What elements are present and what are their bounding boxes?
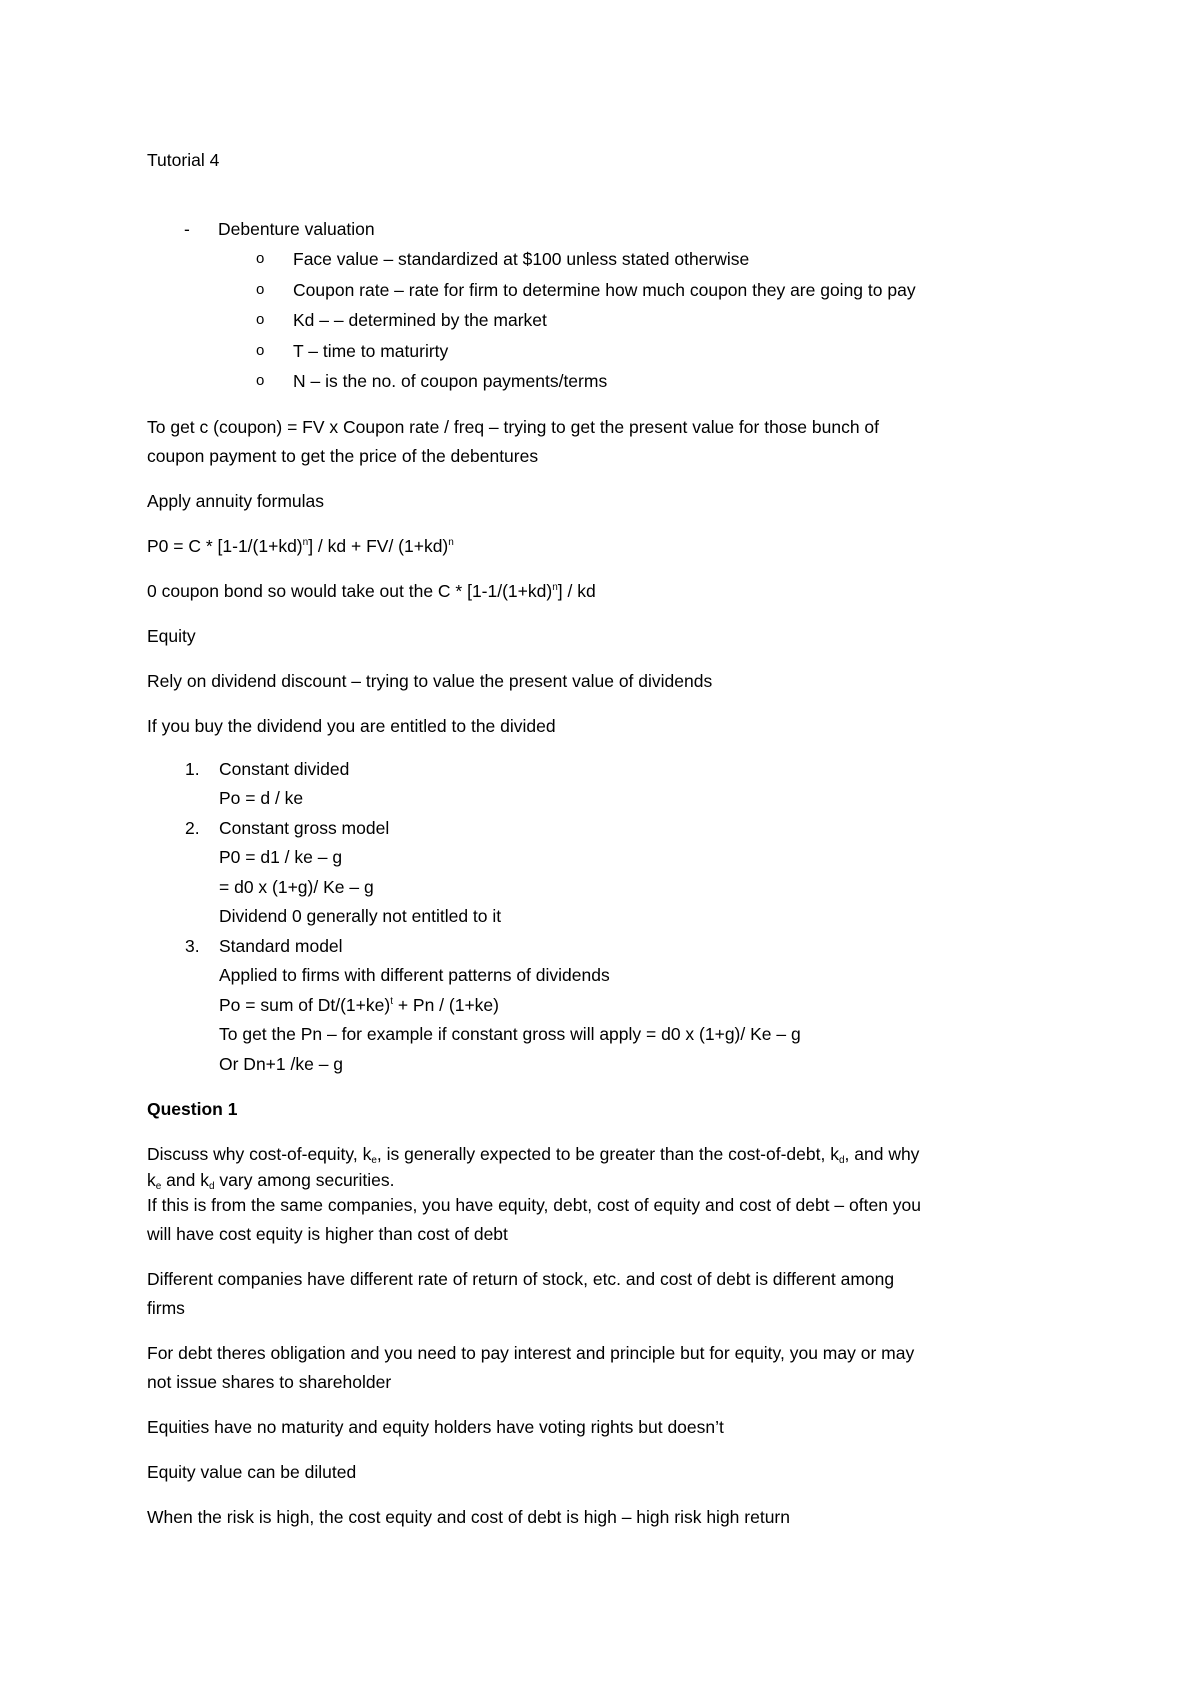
text-part: , is generally expected to be greater than the cost-of-debt, k	[376, 1144, 839, 1164]
formula-exponent: n	[552, 581, 558, 593]
paragraph-line: For debt theres obligation and you need to pay interest and principle but for equity, you may or may	[147, 1343, 915, 1363]
paragraph-line: will have cost equity is higher than cost of debt	[147, 1224, 508, 1244]
subscript: e	[371, 1155, 377, 1166]
list-number: 3.	[185, 935, 200, 956]
list-line: = d0 x (1+g)/ Ke – g	[219, 876, 374, 897]
list-line: Or Dn+1 /ke – g	[219, 1053, 344, 1074]
debenture-bullet-list	[147, 244, 1077, 397]
text-part: vary among securities.	[214, 1170, 395, 1190]
text-part: Discuss why cost-of-equity, k	[147, 1144, 372, 1164]
list-item	[147, 932, 1077, 1080]
dividend-model-list	[147, 755, 1077, 1080]
section-debenture-heading	[147, 215, 1077, 244]
formula-part: 0 coupon bond so would take out the C * [1-1/(1+kd)	[147, 580, 553, 601]
paragraph-line	[147, 1140, 1077, 1169]
formula-part: ] / kd	[557, 580, 596, 601]
answer-paragraph	[147, 1503, 1077, 1532]
list-item-text: Face value – standardized at $100 unless stated otherwise	[293, 249, 750, 269]
answer-paragraph	[147, 1413, 1077, 1442]
paragraph-line: Different companies have different rate of return of stock, etc. and cost of debt is different among	[147, 1269, 895, 1289]
list-item	[147, 814, 1077, 932]
paragraph-line: coupon payment to get the price of the debentures	[147, 445, 539, 466]
list-item	[147, 336, 1077, 367]
paragraph-line	[147, 1169, 1077, 1191]
dividend-discount-paragraph: Rely on dividend discount – trying to value the present value of dividends	[147, 670, 713, 691]
zero-coupon-formula	[147, 577, 1077, 606]
list-item-text: Coupon rate – rate for firm to determine how much coupon they are going to pay	[293, 279, 916, 300]
formula-part: + Pn / (1+ke)	[392, 994, 499, 1015]
list-line: Dividend 0 generally not entitled to it	[219, 906, 502, 926]
text-part: and k	[161, 1170, 209, 1190]
paragraph-line: To get c (coupon) = FV x Coupon rate / freq – trying to get the present value for those bunch of	[147, 416, 880, 437]
annuity-paragraph: Apply annuity formulas	[147, 490, 325, 511]
list-item	[147, 366, 1077, 397]
paragraph-line: firms	[147, 1298, 185, 1318]
list-line: Applied to firms with different patterns of dividends	[219, 965, 610, 985]
circle-bullet-icon: o	[256, 311, 265, 328]
list-line: Po = d / ke	[219, 788, 304, 808]
paragraph-line: Equity value can be diluted	[147, 1462, 357, 1482]
subscript: e	[155, 1181, 162, 1192]
list-item-text: Kd – – determined by the market	[293, 310, 547, 330]
formula-exponent: n	[448, 536, 454, 548]
circle-bullet-icon: o	[256, 372, 265, 389]
subscript: d	[838, 1155, 845, 1166]
coupon-paragraph	[147, 413, 1077, 471]
question-prompt	[147, 1140, 1077, 1249]
answer-paragraph	[147, 1339, 1077, 1397]
formula-part: P0 = C * [1-1/(1+kd)	[147, 535, 303, 556]
document-body	[147, 146, 1077, 1532]
list-item	[147, 244, 1077, 275]
list-line: To get the Pn – for example if constant gross will apply = d0 x (1+g)/ Ke – g	[219, 1024, 801, 1044]
list-number: 1.	[185, 758, 200, 779]
list-line: Standard model	[219, 935, 343, 956]
formula-part: Po = sum of Dt/(1+ke)	[219, 994, 391, 1015]
circle-bullet-icon: o	[256, 280, 265, 298]
section-heading-text: Debenture valuation	[218, 219, 375, 239]
formula-part: ] / kd + FV/ (1+kd)	[308, 535, 449, 556]
equity-heading: Equity	[147, 625, 196, 646]
list-item-text: T – time to maturirty	[293, 340, 449, 361]
text-part: k	[147, 1170, 156, 1190]
paragraph-line: When the risk is high, the cost equity and cost of debt is high – high risk high return	[147, 1507, 790, 1527]
entitled-paragraph: If you buy the dividend you are entitled to the divided	[147, 715, 556, 736]
paragraph-line: not issue shares to shareholder	[147, 1372, 392, 1392]
list-number: 2.	[185, 817, 200, 838]
answer-paragraph	[147, 1265, 1077, 1323]
price-formula	[147, 532, 1077, 561]
list-item-text: N – is the no. of coupon payments/terms	[293, 371, 608, 391]
question-heading: Question 1	[147, 1099, 238, 1119]
paragraph-line: If this is from the same companies, you have equity, debt, cost of equity and cost of debt – often you	[147, 1195, 921, 1215]
list-line: Constant gross model	[219, 817, 390, 838]
circle-bullet-icon: o	[256, 250, 265, 267]
list-item	[147, 305, 1077, 336]
subscript: d	[209, 1181, 215, 1192]
list-line: Constant divided	[219, 758, 350, 779]
document-title: Tutorial 4	[147, 150, 220, 170]
dash-bullet: -	[184, 219, 190, 239]
list-item	[147, 755, 1077, 814]
answer-paragraph	[147, 1458, 1077, 1487]
circle-bullet-icon: o	[256, 341, 265, 359]
formula-exponent: t	[390, 995, 393, 1007]
list-line: P0 = d1 / ke – g	[219, 847, 343, 867]
list-item	[147, 275, 1077, 306]
formula-exponent: n	[302, 536, 309, 548]
text-part: , and why	[844, 1144, 920, 1164]
list-line	[219, 991, 1077, 1021]
paragraph-line: Equities have no maturity and equity holders have voting rights but doesn’t	[147, 1417, 724, 1437]
